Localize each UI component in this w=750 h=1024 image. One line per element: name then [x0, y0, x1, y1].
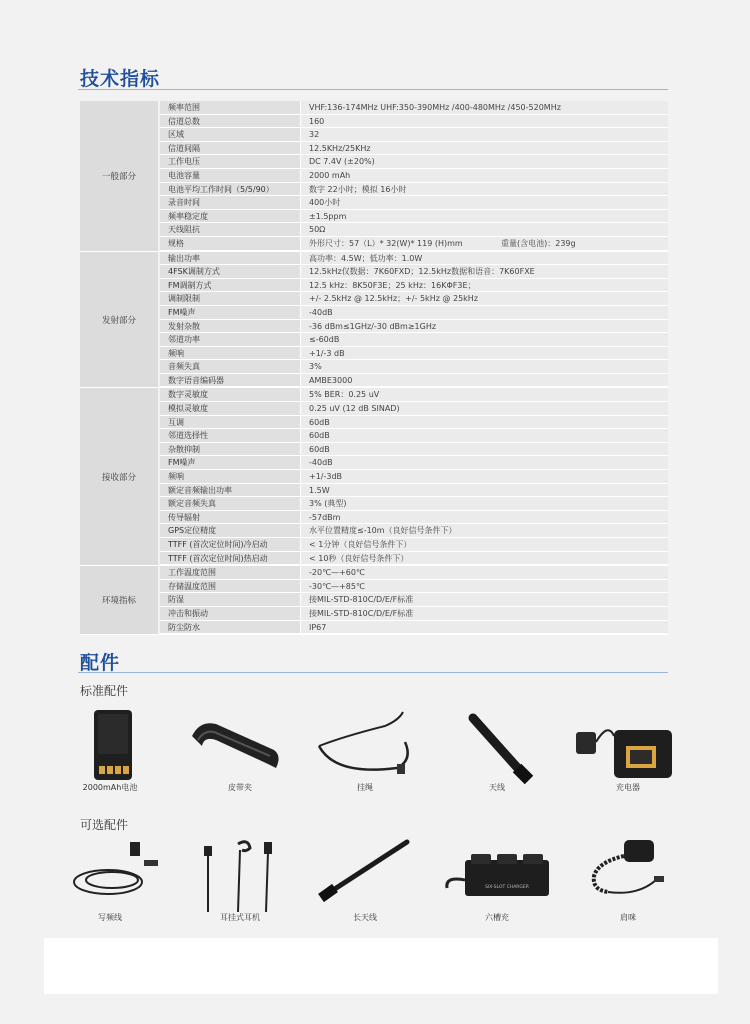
speaker-mic-icon	[568, 836, 688, 914]
spec-value-text: 数字 22小时；模拟 16小时	[309, 184, 407, 194]
spec-key: 输出功率	[160, 252, 300, 265]
spec-key: 防尘防水	[160, 621, 300, 634]
spec-value	[300, 538, 668, 551]
spec-value	[300, 607, 668, 620]
spec-value	[300, 593, 668, 606]
spec-key: FM噪声	[160, 456, 300, 469]
spec-value-text: -36 dBm≤1GHz/-30 dBm≥1GHz	[309, 321, 437, 331]
spec-value-text: 接MIL-STD-810C/D/E/F标准	[309, 608, 414, 618]
spec-row	[160, 538, 668, 552]
spec-section-title: 技术指标	[80, 68, 161, 90]
accessory-caption: 耳挂式耳机	[220, 913, 260, 922]
spec-key: 邻道选择性	[160, 429, 300, 442]
spec-value	[300, 621, 668, 634]
spec-row	[160, 183, 668, 197]
spec-row	[160, 360, 668, 374]
spec-value-text: 3% (典型)	[309, 499, 347, 509]
spec-key: 天线阻抗	[160, 223, 300, 236]
spec-row	[160, 320, 668, 334]
spec-value-text: -57dBm	[309, 512, 341, 522]
spec-key: 区域	[160, 128, 300, 141]
programming-cable-icon	[50, 836, 170, 914]
spec-row	[160, 416, 668, 430]
spec-row	[160, 142, 668, 156]
spec-value	[300, 292, 668, 305]
spec-value-text: +1/-3 dB	[309, 348, 345, 358]
spec-key: TTFF (首次定位时间)热启动	[160, 552, 300, 565]
spec-row	[160, 511, 668, 525]
spec-value	[300, 347, 668, 360]
spec-row	[160, 347, 668, 361]
spec-key: 数字语音编码器	[160, 374, 300, 387]
spec-group-label: 环境指标	[80, 566, 158, 634]
spec-value-text: AMBE3000	[309, 375, 353, 385]
spec-row	[160, 306, 668, 320]
spec-value-text: 水平位置精度≤-10m（良好信号条件下）	[309, 526, 457, 536]
spec-group	[80, 252, 668, 389]
spec-value	[300, 416, 668, 429]
spec-value	[300, 524, 668, 537]
lanyard-icon	[305, 706, 425, 784]
spec-value	[300, 333, 668, 346]
spec-row	[160, 388, 668, 402]
antenna-icon	[437, 706, 557, 784]
spec-row	[160, 524, 668, 538]
spec-key: 额定音频失真	[160, 497, 300, 510]
spec-value-text: 60dB	[309, 417, 330, 427]
spec-value	[300, 265, 668, 278]
spec-value-text: 50Ω	[309, 225, 326, 235]
spec-value-text: < 10秒（良好信号条件下）	[309, 553, 409, 563]
spec-value	[300, 456, 668, 469]
spec-value	[300, 497, 668, 510]
spec-value-text: 高功率：4.5W；低功率：1.0W	[309, 253, 423, 263]
spec-key: 音频失真	[160, 360, 300, 373]
accessory-caption: 充电器	[616, 783, 640, 792]
spec-row	[160, 402, 668, 416]
spec-row	[160, 101, 668, 115]
spec-value-text: VHF:136-174MHz UHF:350-390MHz /400-480MHz /450-520MHz	[309, 103, 561, 112]
spec-key: 电池容量	[160, 169, 300, 182]
battery-icon	[50, 706, 170, 784]
spec-row	[160, 169, 668, 183]
spec-row	[160, 155, 668, 169]
spec-key: 频响	[160, 470, 300, 483]
spec-value	[300, 183, 668, 196]
spec-value-text: -40dB	[309, 307, 333, 317]
spec-value	[300, 128, 668, 141]
accessory-caption: 长天线	[353, 913, 377, 922]
spec-value	[300, 223, 668, 236]
spec-value	[300, 360, 668, 373]
spec-value-text: 0.25 uV (12 dB SINAD)	[309, 404, 400, 414]
spec-row	[160, 484, 668, 498]
spec-value-text: -40dB	[309, 458, 333, 468]
spec-key: 电池平均工作时间（5/5/90）	[160, 183, 300, 196]
spec-value	[300, 306, 668, 319]
spec-key: 杂散抑制	[160, 443, 300, 456]
earpiece-icon	[180, 836, 300, 914]
spec-value	[300, 566, 668, 579]
spec-value	[300, 402, 668, 415]
spec-row	[160, 621, 668, 635]
spec-key: 调制限制	[160, 292, 300, 305]
spec-value-text: 1.5W	[309, 485, 330, 495]
spec-row	[160, 252, 668, 266]
spec-key: 4FSK调制方式	[160, 265, 300, 278]
spec-key: 工作电压	[160, 155, 300, 168]
spec-key: FM噪声	[160, 306, 300, 319]
spec-value	[300, 552, 668, 565]
spec-row	[160, 374, 668, 388]
spec-row	[160, 429, 668, 443]
spec-row	[160, 292, 668, 306]
spec-row	[160, 128, 668, 142]
spec-key: 频率稳定度	[160, 210, 300, 223]
spec-key: 互调	[160, 416, 300, 429]
spec-row	[160, 470, 668, 484]
spec-key: 规格	[160, 237, 300, 250]
spec-group	[80, 566, 668, 635]
spec-key: 存储温度范围	[160, 580, 300, 593]
accessory-charger	[568, 706, 688, 793]
spec-value	[300, 169, 668, 182]
spec-row	[160, 552, 668, 566]
accessory-caption: 肩咪	[620, 913, 636, 922]
spec-value	[300, 443, 668, 456]
spec-value	[300, 142, 668, 155]
accessory-programming-cable	[50, 836, 170, 923]
spec-key: 信道总数	[160, 115, 300, 128]
spec-key: 频响	[160, 347, 300, 360]
spec-value-text: 400小时	[309, 198, 341, 208]
spec-group	[80, 101, 668, 252]
spec-value-text: 60dB	[309, 431, 330, 441]
spec-row	[160, 580, 668, 594]
spec-row	[160, 497, 668, 511]
accessory-caption: 2000mAh电池	[82, 783, 138, 792]
charger-device-label: SIX-SLOT CHARGER	[485, 885, 529, 890]
spec-key: 发射杂散	[160, 320, 300, 333]
spec-value-text: 32	[309, 130, 320, 140]
spec-value	[300, 115, 668, 128]
spec-key: 录音时间	[160, 196, 300, 209]
spec-value-text: 12.5 kHz：8K50F3E；25 kHz：16KΦF3E；	[309, 280, 476, 290]
spec-key: TTFF (首次定位时间)冷启动	[160, 538, 300, 551]
accessory-battery	[50, 706, 170, 793]
accessories-section-title: 配件	[80, 652, 121, 674]
accessory-earpiece	[180, 836, 300, 923]
spec-row	[160, 607, 668, 621]
spec-value	[300, 374, 668, 387]
spec-value	[300, 252, 668, 265]
spec-key: 频率范围	[160, 101, 300, 114]
spec-value-text: 12.5kHz仅数据：7K60FXD；12.5kHz数据和语音：7K60FXE	[309, 267, 535, 277]
spec-value	[300, 470, 668, 483]
spec-group	[80, 388, 668, 566]
spec-value	[300, 484, 668, 497]
spec-value	[300, 320, 668, 333]
spec-value	[300, 580, 668, 593]
spec-value-text: +/- 2.5kHz @ 12.5kHz；+/- 5kHz @ 25kHz	[309, 294, 479, 304]
spec-value	[300, 101, 668, 114]
spec-value-secondary: 重量(含电池)：239g	[501, 238, 576, 248]
spec-table	[80, 101, 668, 635]
accessory-belt-clip	[180, 706, 300, 793]
spec-value-text: 160	[309, 116, 325, 126]
spec-value-text: DC 7.4V (±20%)	[309, 157, 375, 167]
footer-blank-panel	[44, 938, 718, 994]
spec-key: FM调制方式	[160, 279, 300, 292]
spec-value-text: 60dB	[309, 444, 330, 454]
accessory-lanyard	[305, 706, 425, 793]
spec-value-text: < 1分钟（良好信号条件下）	[309, 540, 412, 549]
spec-value	[300, 210, 668, 223]
accessory-long-antenna	[305, 836, 425, 923]
spec-row	[160, 223, 668, 237]
spec-value	[300, 279, 668, 292]
spec-row	[160, 566, 668, 580]
spec-value-text: 3%	[309, 362, 322, 372]
accessory-caption: 挂绳	[357, 783, 373, 792]
spec-value-text: 接MIL-STD-810C/D/E/F标准	[309, 595, 414, 605]
spec-row	[160, 265, 668, 279]
belt-clip-icon	[180, 706, 300, 784]
spec-row	[160, 196, 668, 210]
spec-key: 额定音频输出功率	[160, 484, 300, 497]
spec-group-label: 发射部分	[80, 252, 158, 388]
spec-value-text: ±1.5ppm	[309, 211, 347, 221]
spec-value-text: IP67	[309, 622, 327, 632]
accessories-title-underline	[78, 672, 668, 673]
spec-value	[300, 388, 668, 401]
spec-row	[160, 210, 668, 224]
accessory-caption: 写频线	[98, 913, 122, 922]
optional-accessories-heading: 可选配件	[80, 818, 129, 832]
spec-key: 冲击和振动	[160, 607, 300, 620]
spec-value-text: 5% BER：0.25 uV	[309, 390, 380, 400]
spec-row	[160, 456, 668, 470]
spec-value-text: 外形尺寸：57（L）* 32(W)* 119 (H)mm	[309, 238, 463, 248]
spec-key: 防湿	[160, 593, 300, 606]
spec-value	[300, 511, 668, 524]
spec-value	[300, 155, 668, 168]
spec-key: 模拟灵敏度	[160, 402, 300, 415]
spec-group-label: 一般部分	[80, 101, 158, 251]
spec-value-text: -30℃—+85℃	[309, 581, 365, 591]
spec-row	[160, 443, 668, 457]
spec-group-label: 接收部分	[80, 388, 158, 565]
spec-value-text: ≤-60dB	[309, 335, 340, 345]
charger-icon	[568, 706, 688, 784]
spec-key: 工作温度范围	[160, 566, 300, 579]
accessory-six-slot-charger	[437, 836, 557, 923]
spec-value	[300, 237, 668, 250]
spec-key: 传导辐射	[160, 511, 300, 524]
spec-key: 数字灵敏度	[160, 388, 300, 401]
spec-value-text: 2000 mAh	[309, 170, 351, 180]
spec-value-text: -20℃—+60℃	[309, 568, 365, 578]
spec-value	[300, 429, 668, 442]
spec-title-underline	[78, 89, 668, 90]
accessory-caption: 六槽充	[485, 913, 509, 922]
spec-row	[160, 593, 668, 607]
accessory-speaker-mic	[568, 836, 688, 923]
spec-key: GPS定位精度	[160, 524, 300, 537]
spec-key: 信道间隔	[160, 142, 300, 155]
accessory-caption: 天线	[489, 783, 505, 792]
spec-row	[160, 279, 668, 293]
long-antenna-icon	[305, 836, 425, 914]
six-slot-charger-icon	[437, 836, 557, 914]
spec-value-text: 12.5KHz/25KHz	[309, 143, 371, 153]
spec-value-text: +1/-3dB	[309, 472, 343, 482]
standard-accessories-heading: 标准配件	[80, 684, 129, 698]
accessory-antenna	[437, 706, 557, 793]
accessory-caption: 皮带夹	[228, 783, 252, 792]
spec-row	[160, 333, 668, 347]
spec-row	[160, 115, 668, 129]
spec-value	[300, 196, 668, 209]
spec-row	[160, 237, 668, 251]
spec-key: 邻道功率	[160, 333, 300, 346]
